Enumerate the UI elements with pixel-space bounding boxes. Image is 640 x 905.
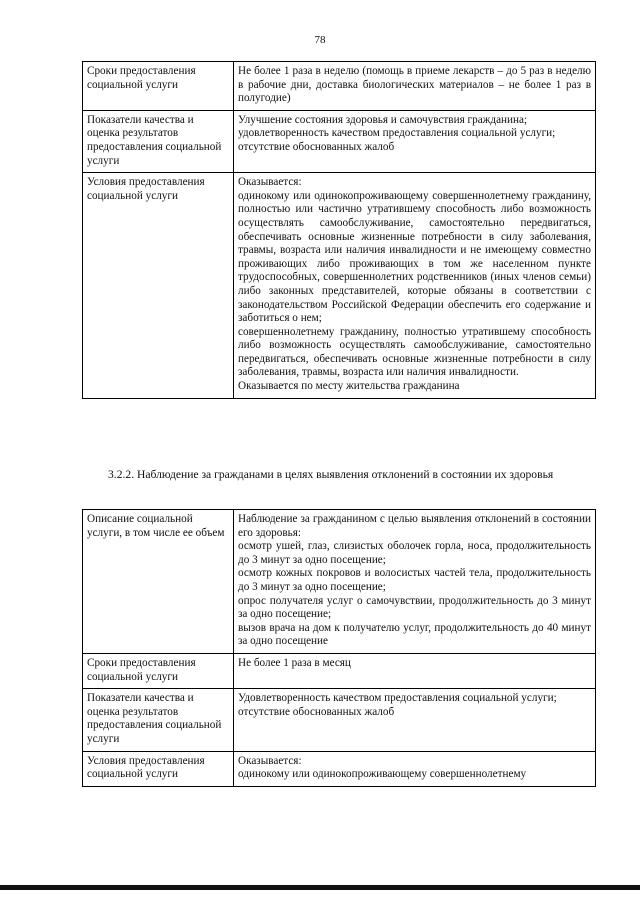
table-row xyxy=(83,653,596,688)
content-line: Оказывается: xyxy=(238,176,302,189)
section-heading-text: 3.2.2. Наблюдение за гражданами в целях выявления отклонений в состоянии их здоровья xyxy=(108,468,554,481)
content-line: Удовлетворенность качеством предоставления социальной услуги; xyxy=(238,692,557,705)
row-label: Показатели качества и оценка результатов предоставления социальной услуги xyxy=(83,689,234,751)
row-content xyxy=(234,510,596,654)
content-line: удовлетворенность качеством предоставления социальной услуги; xyxy=(238,127,556,140)
row-content xyxy=(234,689,596,751)
row-label: Условия предоставления социальной услуги xyxy=(83,751,234,786)
content-line: Не более 1 раза в месяц xyxy=(238,656,351,669)
content-line: одинокому или одинокопроживающему совершеннолетнему xyxy=(238,768,527,781)
content-line: совершеннолетнему гражданину, полностью утратившему способность либо возможность осуществлять самообслуживание, самостоятельно передвигаться, обеспечивать основные жизненные потребности в силу заболевания, травмы, возраста или наличия инвалидности. xyxy=(238,325,591,379)
content-line: Наблюдение за гражданином с целью выявления отклонений в состоянии его здоровья: xyxy=(238,513,591,539)
row-label: Сроки предоставления социальной услуги xyxy=(83,653,234,688)
row-content xyxy=(234,653,596,688)
table-row xyxy=(83,510,596,654)
table-row xyxy=(83,110,596,172)
content-line: Улучшение состояния здоровья и самочувствия гражданина; xyxy=(238,113,528,126)
content-line: отсутствие обоснованных жалоб xyxy=(238,140,395,153)
row-content xyxy=(234,173,596,399)
service-table-1 xyxy=(82,61,596,399)
content-line: Оказывается по месту жительства гражданина xyxy=(238,380,460,393)
row-content xyxy=(234,110,596,172)
page-number: 78 xyxy=(314,34,326,46)
content-line: одинокому или одинокопроживающему совершеннолетнему гражданину, полностью или частично утратившему способность либо возможность осуществлять самообслуживание, самостоятельно передвигаться, обеспечивать основные жизненные потребности в силу заболевания, травмы, возраста или наличия инвалидности и не имеющему совместно проживающих либо проживающих в том же населенном пункте трудоспособных, совершеннолетних родственников (иных членов семьи) либо законных представителей, которые обязаны в соответствии с законодательством Российской Федерации обеспечить его содержание и заботиться о нем; xyxy=(238,189,591,325)
content-line: Оказывается: xyxy=(238,754,302,767)
content-line: Не более 1 раза в неделю (помощь в приеме лекарств – до 5 раз в неделю в рабочие дни, доставка биологических материалов – не более 1 раз в полугодие) xyxy=(238,65,591,105)
scan-bottom-border xyxy=(0,885,640,890)
table-row xyxy=(83,689,596,751)
content-line: отсутствие обоснованных жалоб xyxy=(238,705,395,718)
content-line: опрос получателя услуг о самочувствии, продолжительность до 3 минут за одно посещение; xyxy=(238,594,591,621)
section-heading xyxy=(82,467,596,482)
row-content xyxy=(234,751,596,786)
row-label: Показатели качества и оценка результатов предоставления социальной услуги xyxy=(83,110,234,172)
row-label: Сроки предоставления социальной услуги xyxy=(83,62,234,111)
content-line: вызов врача на дом к получателю услуг, продолжительность до 40 минут за одно посещение xyxy=(238,621,591,648)
table-row xyxy=(83,173,596,399)
content-line: осмотр кожных покровов и волосистых частей тела, продолжительность до 3 минут за одно посещение; xyxy=(238,567,591,593)
row-content xyxy=(234,62,596,111)
service-table-2 xyxy=(82,509,596,787)
content-line: осмотр ушей, глаз, слизистых оболочек горла, носа, продолжительность до 3 минут за одно посещение; xyxy=(238,540,591,566)
table-row xyxy=(83,751,596,786)
row-label: Условия предоставления социальной услуги xyxy=(83,173,234,399)
row-label: Описание социальной услуги, в том числе ее объем xyxy=(83,510,234,654)
table-row xyxy=(83,62,596,111)
